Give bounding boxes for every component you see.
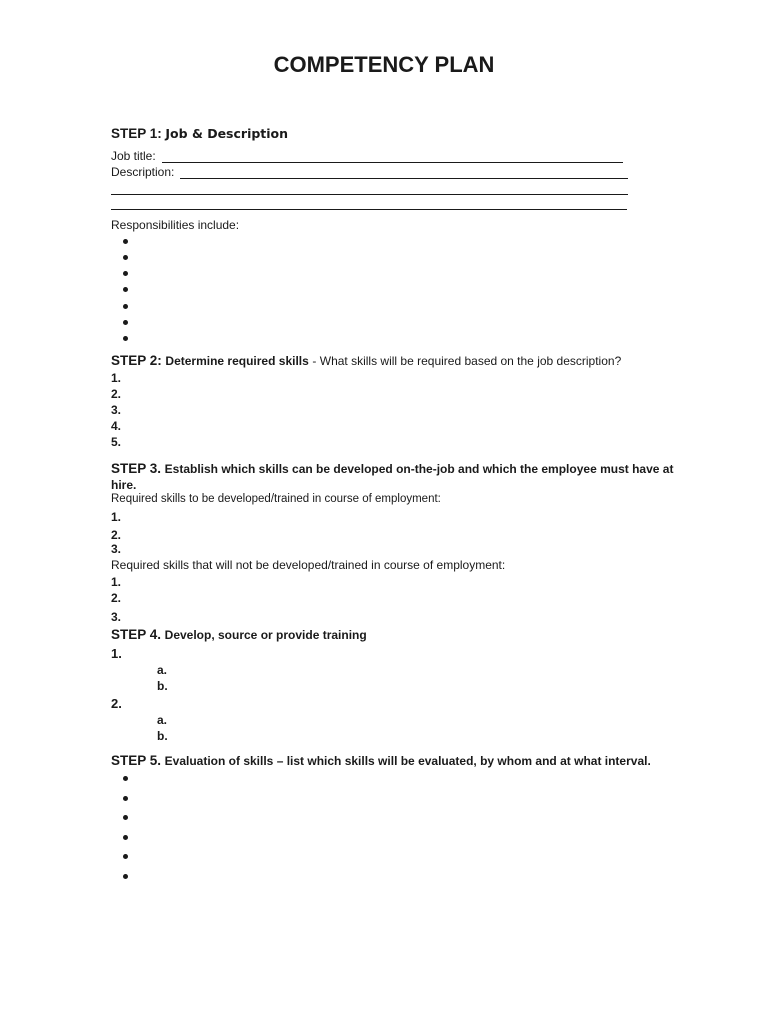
page-title: COMPETENCY PLAN	[273, 52, 495, 77]
step5-heading	[111, 753, 651, 768]
step2-item: 4.	[111, 419, 122, 433]
step4-subitem: a.	[157, 713, 168, 727]
step4-title: Develop, source or provide training	[164, 628, 367, 642]
step2-note: - What skills will be required based on the job description?	[312, 354, 622, 368]
step4-subitem: b.	[157, 729, 168, 743]
evaluation-bullet	[123, 854, 128, 859]
responsibility-bullet	[123, 287, 128, 292]
responsibilities-label: Responsibilities include:	[111, 218, 240, 232]
evaluation-bullet	[123, 815, 128, 820]
evaluation-bullet	[123, 835, 128, 840]
responsibility-bullet	[123, 239, 128, 244]
description-line-3[interactable]	[111, 209, 627, 210]
step3-heading	[111, 461, 673, 476]
job-title-label: Job title:	[111, 149, 156, 163]
step2-title: Determine required skills	[165, 354, 309, 368]
responsibility-bullet	[123, 271, 128, 276]
step4-item: 2.	[111, 696, 122, 711]
step2-item: 5.	[111, 435, 122, 449]
step1-title: Job & Description	[165, 126, 289, 141]
responsibility-bullet	[123, 320, 128, 325]
responsibility-bullet	[123, 255, 128, 260]
step3-group1-item: 1.	[111, 510, 122, 524]
step2-item: 3.	[111, 403, 122, 417]
step3-title: Establish which skills can be developed on-the-job and which the employee must have at	[164, 462, 674, 476]
step3-group1-item: 3.	[111, 542, 122, 556]
step3-group2-label: Required skills that will not be developed/trained in course of employment:	[111, 558, 506, 572]
evaluation-bullet	[123, 796, 128, 801]
step5-title: Evaluation of skills – list which skills will be evaluated, by whom and at what interval.	[164, 754, 651, 768]
description-line-2[interactable]	[111, 194, 628, 195]
step1-label: STEP 1:	[111, 126, 162, 141]
step2-item: 2.	[111, 387, 122, 401]
step2-label: STEP 2:	[111, 353, 162, 368]
evaluation-bullet	[123, 776, 128, 781]
step3-group2-item: 2.	[111, 591, 122, 605]
responsibility-bullet	[123, 336, 128, 341]
step4-subitem: a.	[157, 663, 168, 677]
evaluation-bullet	[123, 874, 128, 879]
step3-title-line2: hire.	[111, 478, 137, 492]
responsibility-bullet	[123, 304, 128, 309]
step2-heading	[111, 353, 621, 368]
step3-heading-cont	[111, 477, 136, 492]
step1-heading	[111, 126, 288, 141]
step5-label: STEP 5.	[111, 753, 162, 768]
job-title-field[interactable]	[162, 162, 623, 163]
step4-label: STEP 4.	[111, 627, 162, 642]
step4-item: 1.	[111, 646, 122, 661]
step2-item: 1.	[111, 371, 122, 385]
step3-group2-item: 3.	[111, 610, 122, 624]
step3-label: STEP 3.	[111, 461, 162, 476]
step3-group2-item: 1.	[111, 575, 122, 589]
step4-subitem: b.	[157, 679, 168, 693]
step3-group1-label: Required skills to be developed/trained in course of employment:	[111, 493, 441, 505]
description-label: Description:	[111, 165, 175, 179]
step3-group1-item: 2.	[111, 528, 122, 542]
description-field[interactable]	[180, 178, 628, 179]
step4-heading	[111, 627, 367, 642]
